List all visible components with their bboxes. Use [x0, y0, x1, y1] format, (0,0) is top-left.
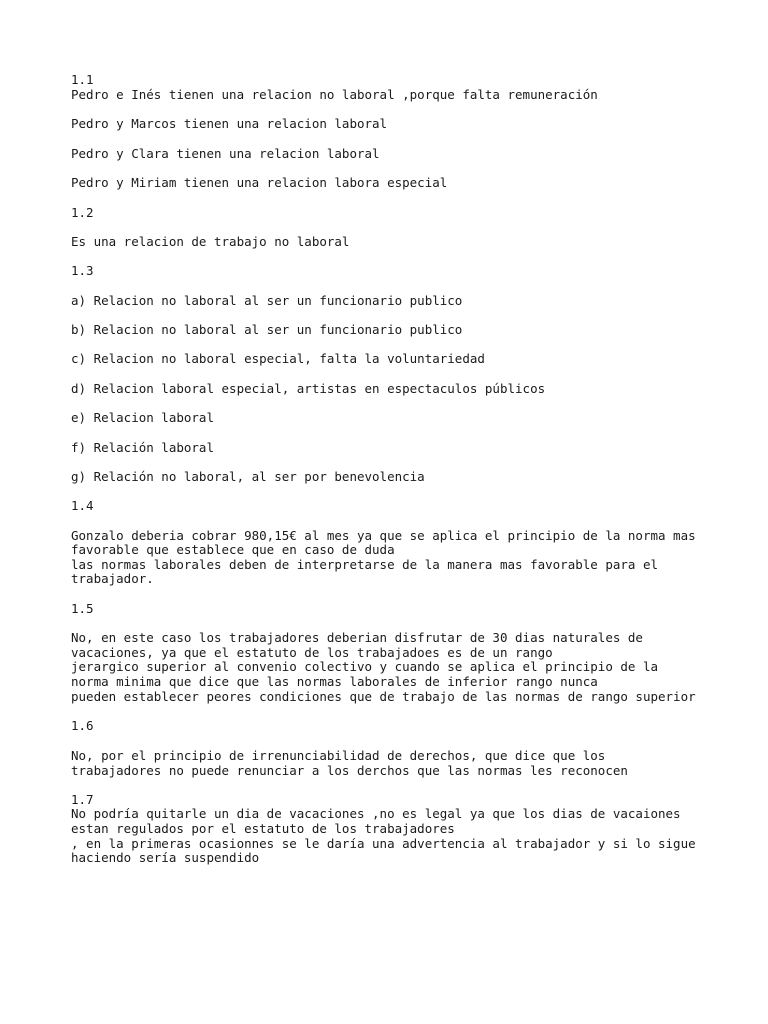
heading-1-6: 1.6 [71, 718, 94, 733]
answer-line: , en la primeras ocasionnes se le daría una advertencia al trabajador y si lo sigue [71, 836, 696, 851]
list-item: a) Relacion no laboral al ser un funcionario publico [71, 293, 463, 308]
answer-line: favorable que establece que en caso de duda [71, 542, 395, 557]
list-item: b) Relacion no laboral al ser un funcionario publico [71, 322, 463, 337]
answer-line: Pedro y Clara tienen una relacion laboral [71, 146, 380, 161]
list-item: c) Relacion no laboral especial, falta la voluntariedad [71, 351, 485, 366]
heading-1-3: 1.3 [71, 263, 94, 278]
answer-line: pueden establecer peores condiciones que de trabajo de las normas de rango superior [71, 689, 696, 704]
answer-line: estan regulados por el estatuto de los trabajadores [71, 821, 455, 836]
answer-line: trabajador. [71, 571, 154, 586]
answer-line: norma minima que dice que las normas laborales de inferior rango nunca [71, 674, 598, 689]
answer-line: No podría quitarle un dia de vacaciones ,no es legal ya que los dias de vacaiones [71, 806, 681, 821]
answer-line: No, por el principio de irrenunciabilidad de derechos, que dice que los [71, 748, 606, 763]
heading-1-4: 1.4 [71, 498, 94, 513]
answer-line: las normas laborales deben de interpretarse de la manera mas favorable para el [71, 557, 658, 572]
answer-line: Es una relacion de trabajo no laboral [71, 234, 350, 249]
heading-1-7: 1.7 [71, 792, 94, 807]
list-item: g) Relación no laboral, al ser por benevolencia [71, 469, 425, 484]
list-item: d) Relacion laboral especial, artistas en espectaculos públicos [71, 381, 546, 396]
answer-line: haciendo sería suspendido [71, 850, 260, 865]
heading-1-2: 1.2 [71, 205, 94, 220]
list-item: f) Relación laboral [71, 440, 214, 455]
answer-line: trabajadores no puede renunciar a los derchos que las normas les reconocen [71, 763, 628, 778]
answer-line: Gonzalo deberia cobrar 980,15€ al mes ya que se aplica el principio de la norma mas [71, 528, 696, 543]
answer-line: vacaciones, ya que el estatuto de los trabajadoes es de un rango [71, 645, 553, 660]
list-item: e) Relacion laboral [71, 410, 214, 425]
answer-line: jerargico superior al convenio colectivo y cuando se aplica el principio de la [71, 659, 658, 674]
answer-line: Pedro y Marcos tienen una relacion laboral [71, 116, 388, 131]
answer-line: Pedro y Miriam tienen una relacion labora especial [71, 175, 448, 190]
heading-1-1: 1.1 [71, 72, 94, 87]
answer-line: Pedro e Inés tienen una relacion no laboral ,porque falta remuneración [71, 87, 598, 102]
answer-line: No, en este caso los trabajadores deberian disfrutar de 30 dias naturales de [71, 630, 643, 645]
heading-1-5: 1.5 [71, 601, 94, 616]
